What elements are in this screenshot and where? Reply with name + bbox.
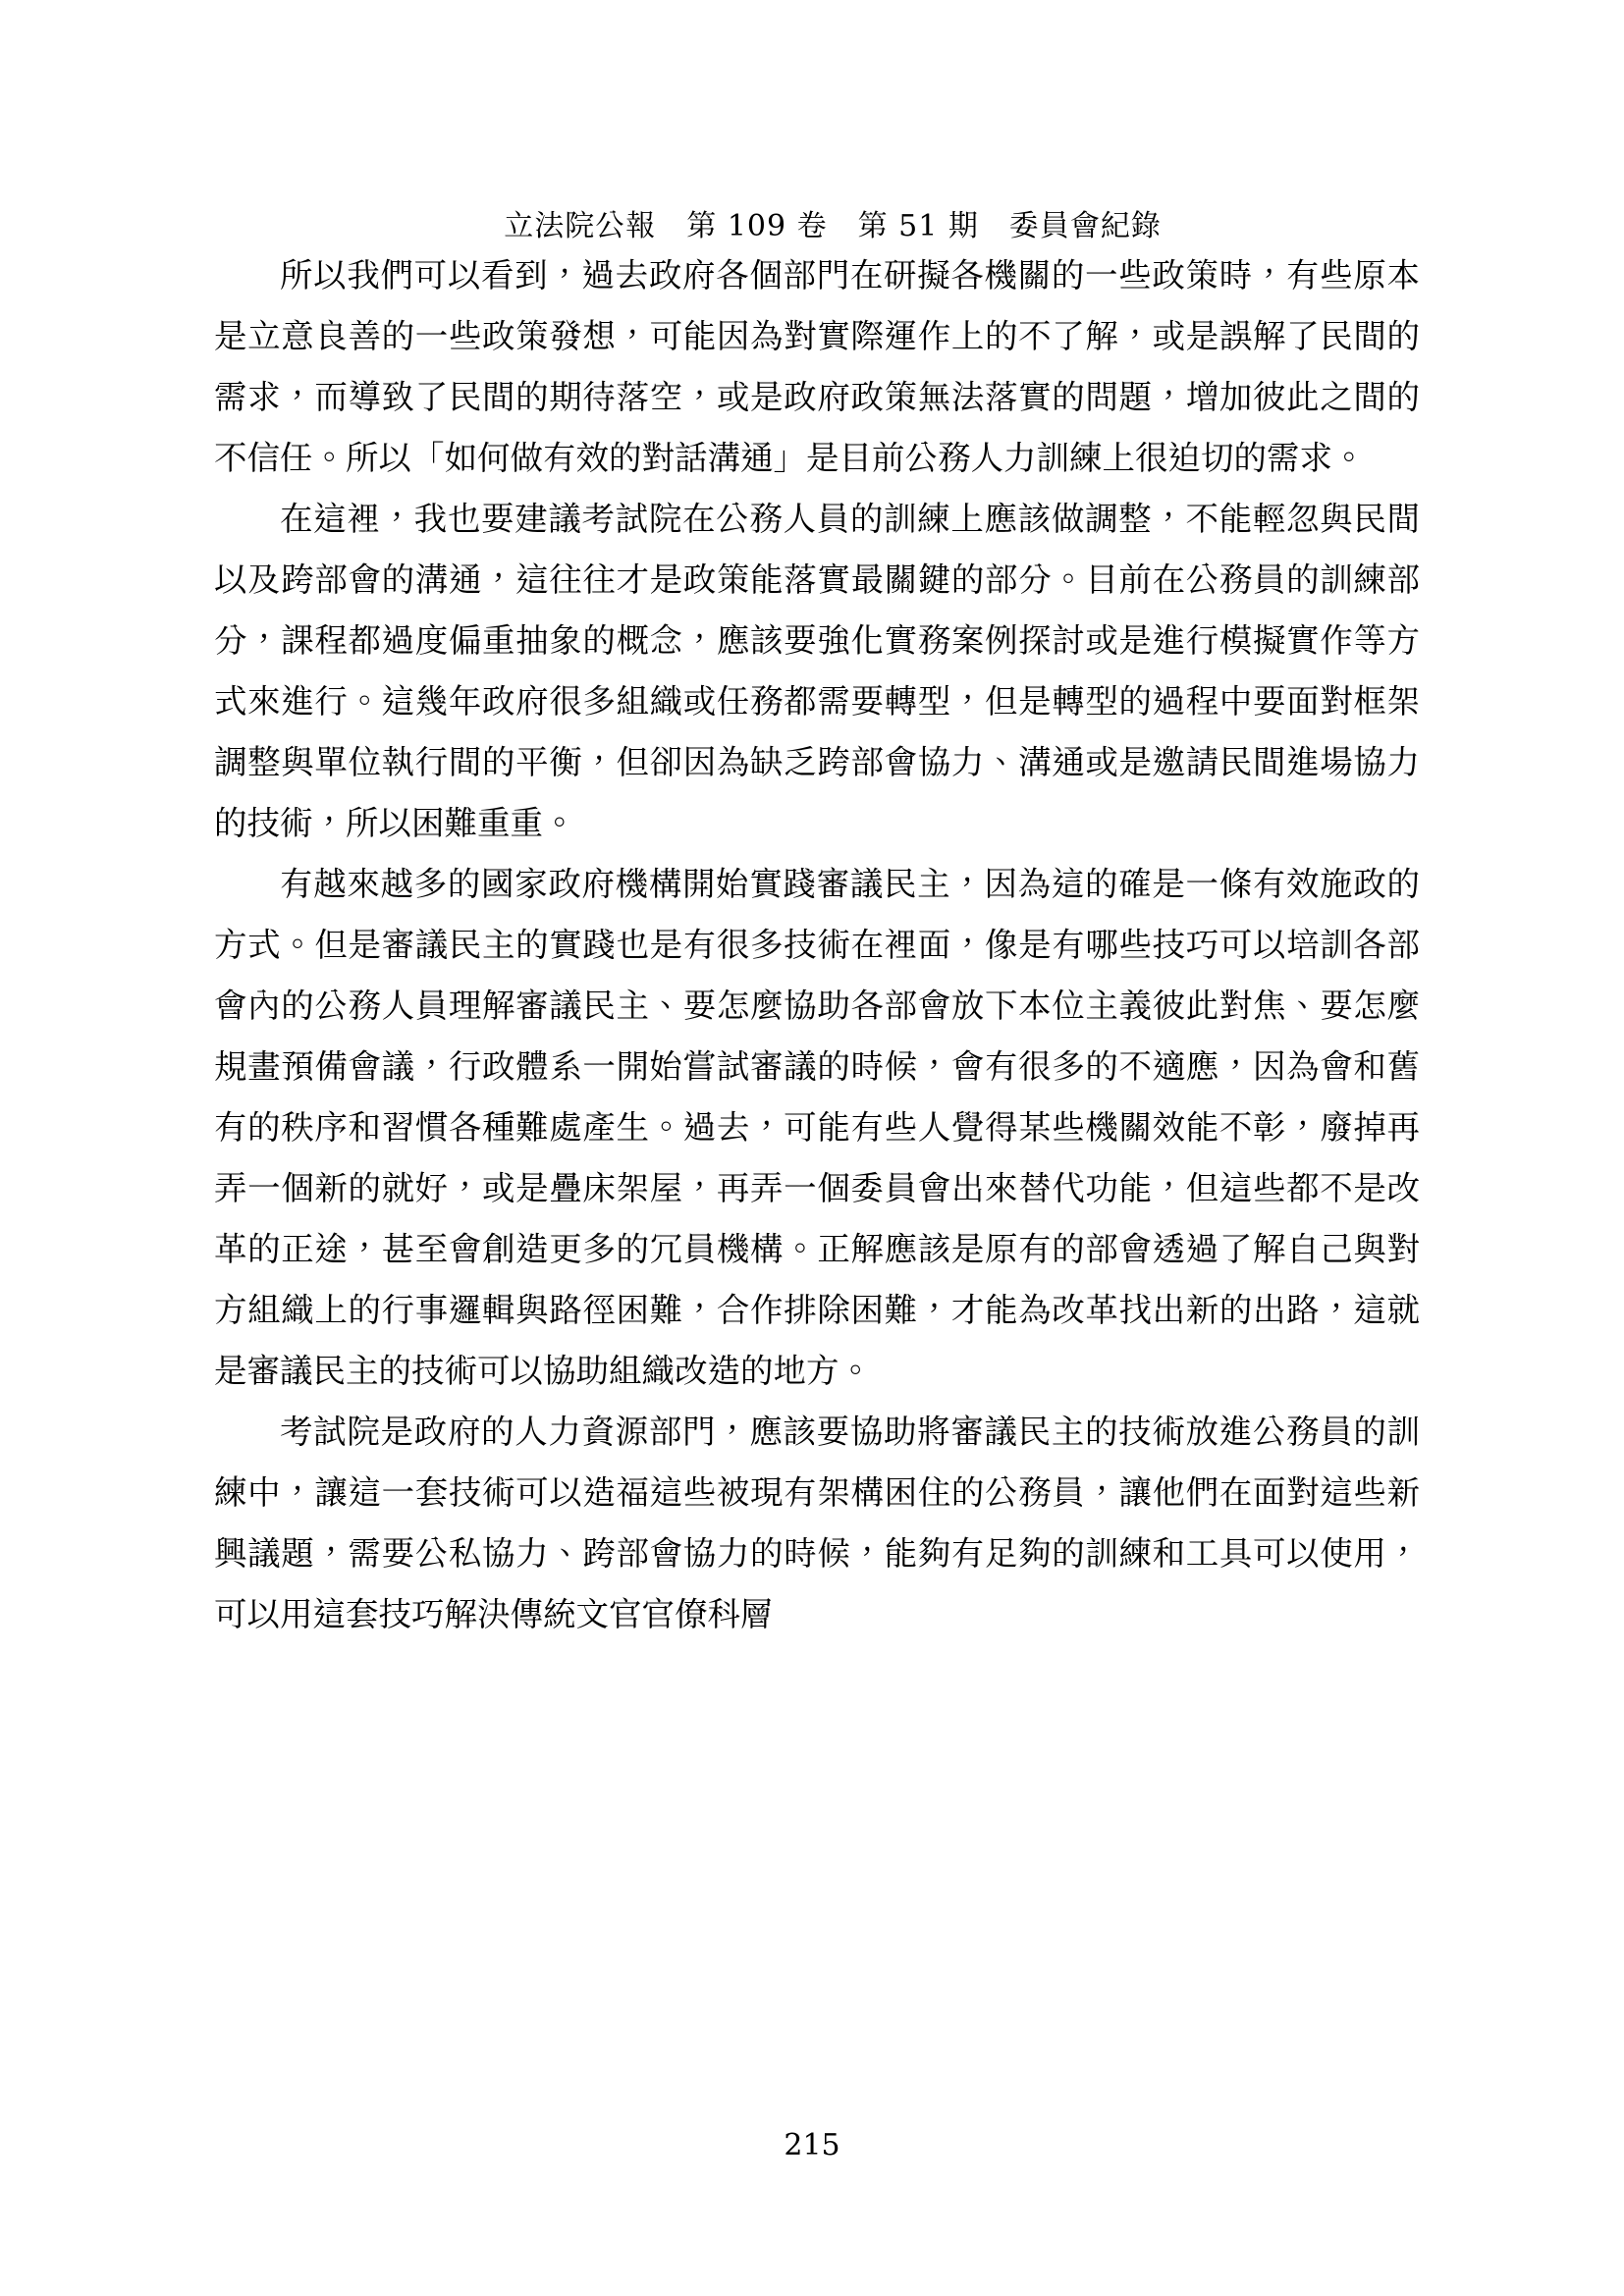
- body-text-column: [214, 245, 1420, 1645]
- paragraph-2: 在這裡，我也要建議考試院在公務人員的訓練上應該做調整，不能輕忽與民間以及跨部會的溝通，這往往才是政策能落實最關鍵的部分。目前在公務員的訓練部分，課程都過度偏重抽象的概念，應該要強化實務案例探討或是進行模擬實作等方式來進行。這幾年政府很多組織或任務都需要轉型，但是轉型的過程中要面對框架調整與單位執行間的平衡，但卻因為缺乏跨部會協力、溝通或是邀請民間進場協力的技術，所以困難重重。: [214, 500, 1420, 842]
- paragraph-1: 所以我們可以看到，過去政府各個部門在研擬各機關的一些政策時，有些原本是立意良善的一些政策發想，可能因為對實際運作上的不了解，或是誤解了民間的需求，而導致了民間的期待落空，或是政府政策無法落實的問題，增加彼此之間的不信任。所以「如何做有效的對話溝通」是目前公務人力訓練上很迫切的需求。: [214, 256, 1420, 477]
- paragraph-3: 有越來越多的國家政府機構開始實踐審議民主，因為這的確是一條有效施政的方式。但是審議民主的實踐也是有很多技術在裡面，像是有哪些技巧可以培訓各部會內的公務人員理解審議民主、要怎麼協助各部會放下本位主義彼此對焦、要怎麼規畫預備會議，行政體系一開始嘗試審議的時候，會有很多的不適應，因為會和舊有的秩序和習慣各種難處產生。過去，可能有些人覺得某些機關效能不彰，廢掉再弄一個新的就好，或是疊床架屋，再弄一個委員會出來替代功能，但這些都不是改革的正途，甚至會創造更多的冗員機構。正解應該是原有的部會透過了解自己與對方組織上的行事邏輯與路徑困難，合作排除困難，才能為改革找出新的出路，這就是審議民主的技術可以協助組織改造的地方。: [214, 865, 1420, 1390]
- header-text: 立法院公報 第 109 卷 第 51 期 委員會紀錄: [504, 209, 1162, 243]
- paragraph-4: 考試院是政府的人力資源部門，應該要協助將審議民主的技術放進公務員的訓練中，讓這一套技術可以造福這些被現有架構困住的公務員，讓他們在面對這些新興議題，需要公私協力、跨部會協力的時候，能夠有足夠的訓練和工具可以使用，可以用這套技巧解決傳統文官官僚科層: [214, 1413, 1420, 1633]
- page-number: 215: [784, 2128, 840, 2163]
